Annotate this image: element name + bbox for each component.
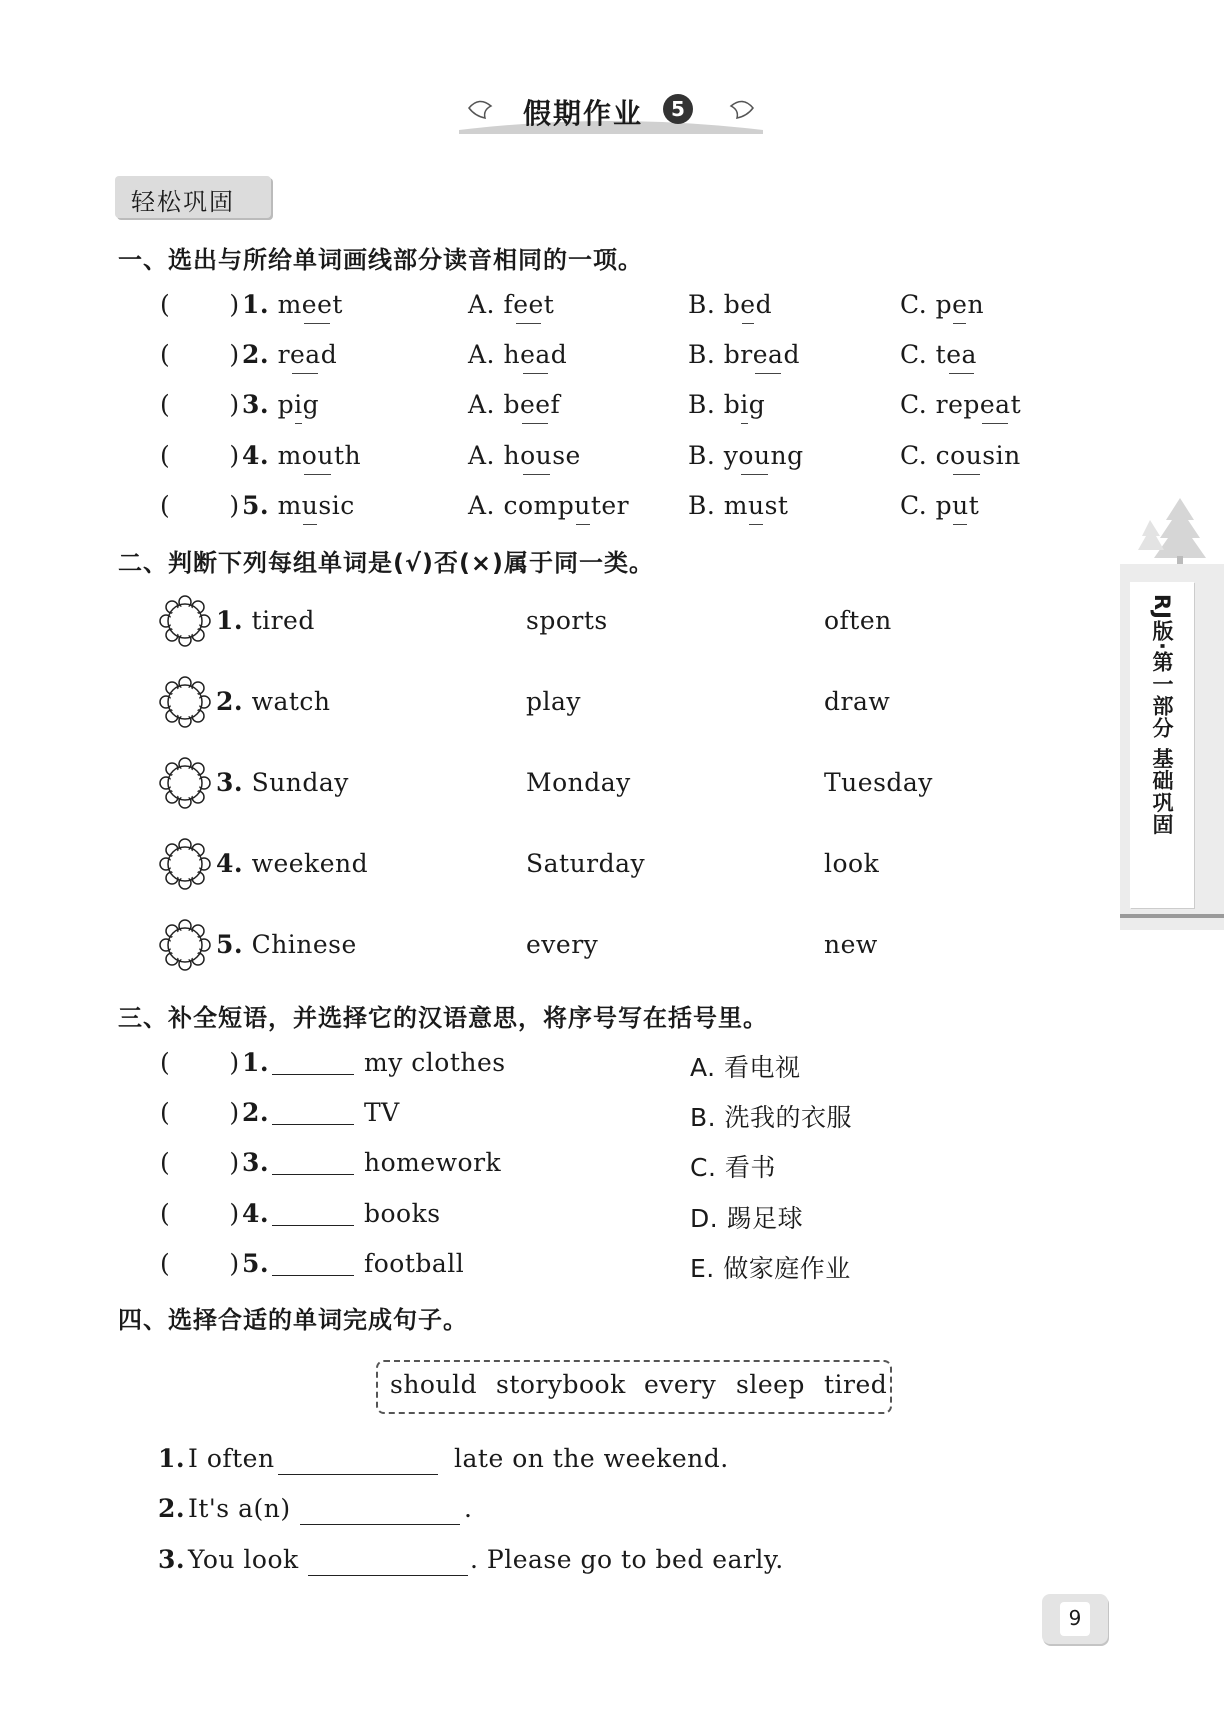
underlined-part: ea xyxy=(946,340,977,369)
tree-icon xyxy=(1128,496,1210,566)
option-part: A. comp xyxy=(468,491,575,520)
judge-row-5 xyxy=(158,918,958,974)
flower-answer-circle[interactable] xyxy=(158,918,212,972)
word-bank-item: tired xyxy=(824,1370,888,1399)
underlined-part: u xyxy=(301,491,319,520)
option-part: B. y xyxy=(688,441,739,470)
judge-word-1 xyxy=(216,930,357,959)
option-part: t xyxy=(1010,390,1022,419)
option-c xyxy=(900,290,984,319)
underlined-part: u xyxy=(952,491,969,520)
option-part: sin xyxy=(982,441,1021,470)
word: Sunday xyxy=(251,768,349,797)
phrase-blank[interactable] xyxy=(272,1225,354,1226)
page-number: 9 xyxy=(1068,1606,1082,1630)
phrase-word: books xyxy=(364,1199,441,1228)
section-1-title: 一、选出与所给单词画线部分读音相同的一项。 xyxy=(118,246,643,274)
judge-word-2: play xyxy=(526,687,582,716)
answer-bracket[interactable]: ( ) xyxy=(160,1048,240,1077)
question-number: 5. xyxy=(216,930,244,959)
word-bank-item: should xyxy=(390,1370,478,1399)
phrase-row-3 xyxy=(160,1148,1020,1182)
sentence-text: . xyxy=(464,1494,473,1523)
sentence-1 xyxy=(158,1444,858,1478)
option-part: t xyxy=(543,290,555,319)
sentence-2 xyxy=(158,1494,858,1528)
phrase-row-4 xyxy=(160,1199,1020,1233)
judge-word-2: Monday xyxy=(526,768,631,797)
underlined-part: ea xyxy=(752,340,784,369)
word-part: sic xyxy=(318,491,355,520)
option-part: d xyxy=(755,290,773,319)
question-number: 1. xyxy=(242,1048,270,1077)
sentence-blank[interactable] xyxy=(278,1474,438,1475)
option-part: C. c xyxy=(900,441,951,470)
phrase-word: TV xyxy=(364,1098,400,1127)
word: tired xyxy=(251,606,315,635)
meaning-option: B. 洗我的衣服 xyxy=(690,1103,853,1132)
question-number: 2. xyxy=(242,340,270,369)
question-number: 2. xyxy=(158,1494,186,1523)
header-banner xyxy=(455,92,767,134)
flower-answer-circle[interactable] xyxy=(158,594,212,648)
option-a xyxy=(468,340,567,369)
side-tab-label: RJ版·第一部分 基础巩固 xyxy=(1150,594,1174,836)
judge-row-1 xyxy=(158,594,958,650)
phrase-word: my clothes xyxy=(364,1048,506,1077)
side-tab-card xyxy=(1130,582,1194,908)
word-bank-item: storybook xyxy=(496,1370,626,1399)
option-part: n xyxy=(967,290,985,319)
answer-bracket[interactable]: ( ) xyxy=(160,491,240,520)
underlined-part: e xyxy=(740,290,756,319)
judge-word-3: new xyxy=(824,930,878,959)
question-number: 4. xyxy=(242,441,270,470)
sentence-blank[interactable] xyxy=(308,1575,468,1576)
word-bank-box xyxy=(376,1360,892,1414)
page-title: 假期作业 xyxy=(523,97,644,130)
q1-row xyxy=(160,290,1040,324)
answer-bracket[interactable]: ( ) xyxy=(160,290,240,319)
option-a xyxy=(468,491,629,520)
option-c xyxy=(900,491,979,520)
meaning-option: E. 做家庭作业 xyxy=(690,1254,851,1283)
option-part: A. h xyxy=(468,340,521,369)
meaning-option: D. 踢足球 xyxy=(690,1204,804,1233)
underlined-part: e xyxy=(952,290,968,319)
option-part: d xyxy=(550,340,568,369)
phrase-blank[interactable] xyxy=(272,1275,354,1276)
option-a xyxy=(468,290,554,319)
word-bank-item: sleep xyxy=(736,1370,805,1399)
option-part: g xyxy=(748,390,766,419)
underlined-part: ee xyxy=(519,390,551,419)
sentence-text: You look xyxy=(188,1545,299,1574)
underlined-part: ou xyxy=(520,441,553,470)
question-number: 2. xyxy=(242,1098,270,1127)
judge-row-2 xyxy=(158,675,958,731)
option-part: A. h xyxy=(468,441,521,470)
option-b xyxy=(688,290,772,319)
meaning-option: A. 看电视 xyxy=(690,1053,801,1082)
option-c xyxy=(900,390,1021,419)
phrase-word: homework xyxy=(364,1148,502,1177)
option-part: A. b xyxy=(468,390,520,419)
answer-bracket[interactable]: ( ) xyxy=(160,1148,240,1177)
underlined-part: ea xyxy=(520,340,551,369)
question-number: 2. xyxy=(216,687,244,716)
answer-bracket[interactable]: ( ) xyxy=(160,390,240,419)
option-a xyxy=(468,441,581,470)
option-part: se xyxy=(552,441,581,470)
phrase-blank[interactable] xyxy=(272,1074,354,1075)
question-word xyxy=(242,290,343,319)
judge-word-3: often xyxy=(824,606,892,635)
underlined-part: ea xyxy=(290,340,321,369)
option-part: C. rep xyxy=(900,390,980,419)
question-word xyxy=(242,441,361,470)
sentence-text: late on the weekend. xyxy=(454,1444,729,1473)
underlined-part: u xyxy=(747,491,765,520)
answer-bracket[interactable]: ( ) xyxy=(160,441,240,470)
word-part: p xyxy=(277,390,295,419)
word-part: m xyxy=(277,491,302,520)
phrase-blank[interactable] xyxy=(272,1124,354,1125)
option-part: C. p xyxy=(900,491,953,520)
section-4-title: 四、选择合适的单词完成句子。 xyxy=(118,1306,468,1334)
judge-word-1 xyxy=(216,849,368,878)
sentence-3 xyxy=(158,1545,858,1579)
option-part: B. br xyxy=(688,340,753,369)
option-part: ter xyxy=(590,491,630,520)
sentence-text: . Please go to bed early. xyxy=(470,1545,784,1574)
judge-row-4 xyxy=(158,837,958,893)
underlined-part: ee xyxy=(301,290,333,319)
title-number-badge: 5 xyxy=(663,94,693,124)
option-part: B. b xyxy=(688,290,741,319)
word-part: r xyxy=(277,340,291,369)
underlined-part: ou xyxy=(301,441,334,470)
judge-word-3: Tuesday xyxy=(824,768,933,797)
option-part: t xyxy=(968,491,980,520)
underlined-part: ea xyxy=(979,390,1011,419)
option-b xyxy=(688,340,800,369)
side-tab xyxy=(1120,564,1224,930)
flower-answer-circle[interactable] xyxy=(158,675,212,729)
underlined-part: ee xyxy=(513,290,544,319)
phrase-row-5 xyxy=(160,1249,1020,1283)
q3-row xyxy=(160,390,1040,424)
question-number: 1. xyxy=(216,606,244,635)
word-part: g xyxy=(302,390,320,419)
word-part: th xyxy=(333,441,362,470)
option-part: ng xyxy=(770,441,804,470)
answer-bracket[interactable]: ( ) xyxy=(160,1249,240,1278)
judge-word-1 xyxy=(216,606,315,635)
sentence-text: I often xyxy=(188,1444,275,1473)
question-number: 3. xyxy=(242,390,270,419)
judge-word-3: draw xyxy=(824,687,891,716)
question-number: 5. xyxy=(242,491,270,520)
underlined-part: ou xyxy=(738,441,771,470)
question-number: 4. xyxy=(216,849,244,878)
word: watch xyxy=(251,687,331,716)
section-tag-label: 轻松巩固 xyxy=(131,188,235,216)
judge-word-3: look xyxy=(824,849,880,878)
question-number: 1. xyxy=(242,290,270,319)
question-number: 5. xyxy=(242,1249,270,1278)
phrase-word: football xyxy=(364,1249,465,1278)
page-number-badge xyxy=(1042,1594,1108,1644)
option-part: C. p xyxy=(900,290,953,319)
side-tab-fold xyxy=(1120,914,1224,918)
option-part: A. f xyxy=(468,290,514,319)
option-part: B. m xyxy=(688,491,748,520)
option-b xyxy=(688,491,788,520)
sentence-text: It's a(n) xyxy=(188,1494,291,1523)
option-part: C. t xyxy=(900,340,947,369)
option-c xyxy=(900,441,1021,470)
question-word xyxy=(242,390,319,419)
underlined-part: i xyxy=(740,390,749,419)
underlined-part: u xyxy=(574,491,591,520)
phrase-row-1 xyxy=(160,1048,1020,1082)
underlined-part: i xyxy=(294,390,303,419)
option-part: st xyxy=(764,491,789,520)
word-bank-item: every xyxy=(644,1370,717,1399)
phrase-row-2 xyxy=(160,1098,1020,1132)
flower-answer-circle[interactable] xyxy=(158,837,212,891)
word-part: m xyxy=(277,441,302,470)
judge-word-2: every xyxy=(526,930,599,959)
flower-answer-circle[interactable] xyxy=(158,756,212,810)
option-part: f xyxy=(550,390,561,419)
question-word xyxy=(242,491,355,520)
question-number: 4. xyxy=(242,1199,270,1228)
question-number: 3. xyxy=(242,1148,270,1177)
section-2-title: 二、判断下列每组单词是(√)否(×)属于同一类。 xyxy=(118,549,654,577)
question-number: 1. xyxy=(158,1444,186,1473)
option-b xyxy=(688,390,765,419)
answer-bracket[interactable]: ( ) xyxy=(160,1098,240,1127)
section-tag xyxy=(115,176,271,218)
word-part: d xyxy=(320,340,338,369)
q4-row xyxy=(160,441,1040,475)
question-number: 3. xyxy=(158,1545,186,1574)
option-b xyxy=(688,441,804,470)
judge-word-1 xyxy=(216,768,349,797)
q2-row xyxy=(160,340,1040,374)
q5-row xyxy=(160,491,1040,525)
judge-word-2: Saturday xyxy=(526,849,646,878)
sentence-blank[interactable] xyxy=(300,1524,460,1525)
option-c xyxy=(900,340,977,369)
underlined-part: ou xyxy=(950,441,983,470)
option-part: B. b xyxy=(688,390,741,419)
meaning-option: C. 看书 xyxy=(690,1153,776,1182)
word: Chinese xyxy=(251,930,357,959)
judge-row-3 xyxy=(158,756,958,812)
option-a xyxy=(468,390,560,419)
word-part: m xyxy=(277,290,302,319)
option-part: d xyxy=(783,340,800,369)
word-part: t xyxy=(332,290,343,319)
judge-word-1 xyxy=(216,687,331,716)
question-word xyxy=(242,340,337,369)
word: weekend xyxy=(251,849,369,878)
answer-bracket[interactable]: ( ) xyxy=(160,1199,240,1228)
answer-bracket[interactable]: ( ) xyxy=(160,340,240,369)
question-number: 3. xyxy=(216,768,244,797)
section-3-title: 三、补全短语，并选择它的汉语意思，将序号写在括号里。 xyxy=(118,1004,768,1032)
judge-word-2: sports xyxy=(526,606,608,635)
phrase-blank[interactable] xyxy=(272,1174,354,1175)
